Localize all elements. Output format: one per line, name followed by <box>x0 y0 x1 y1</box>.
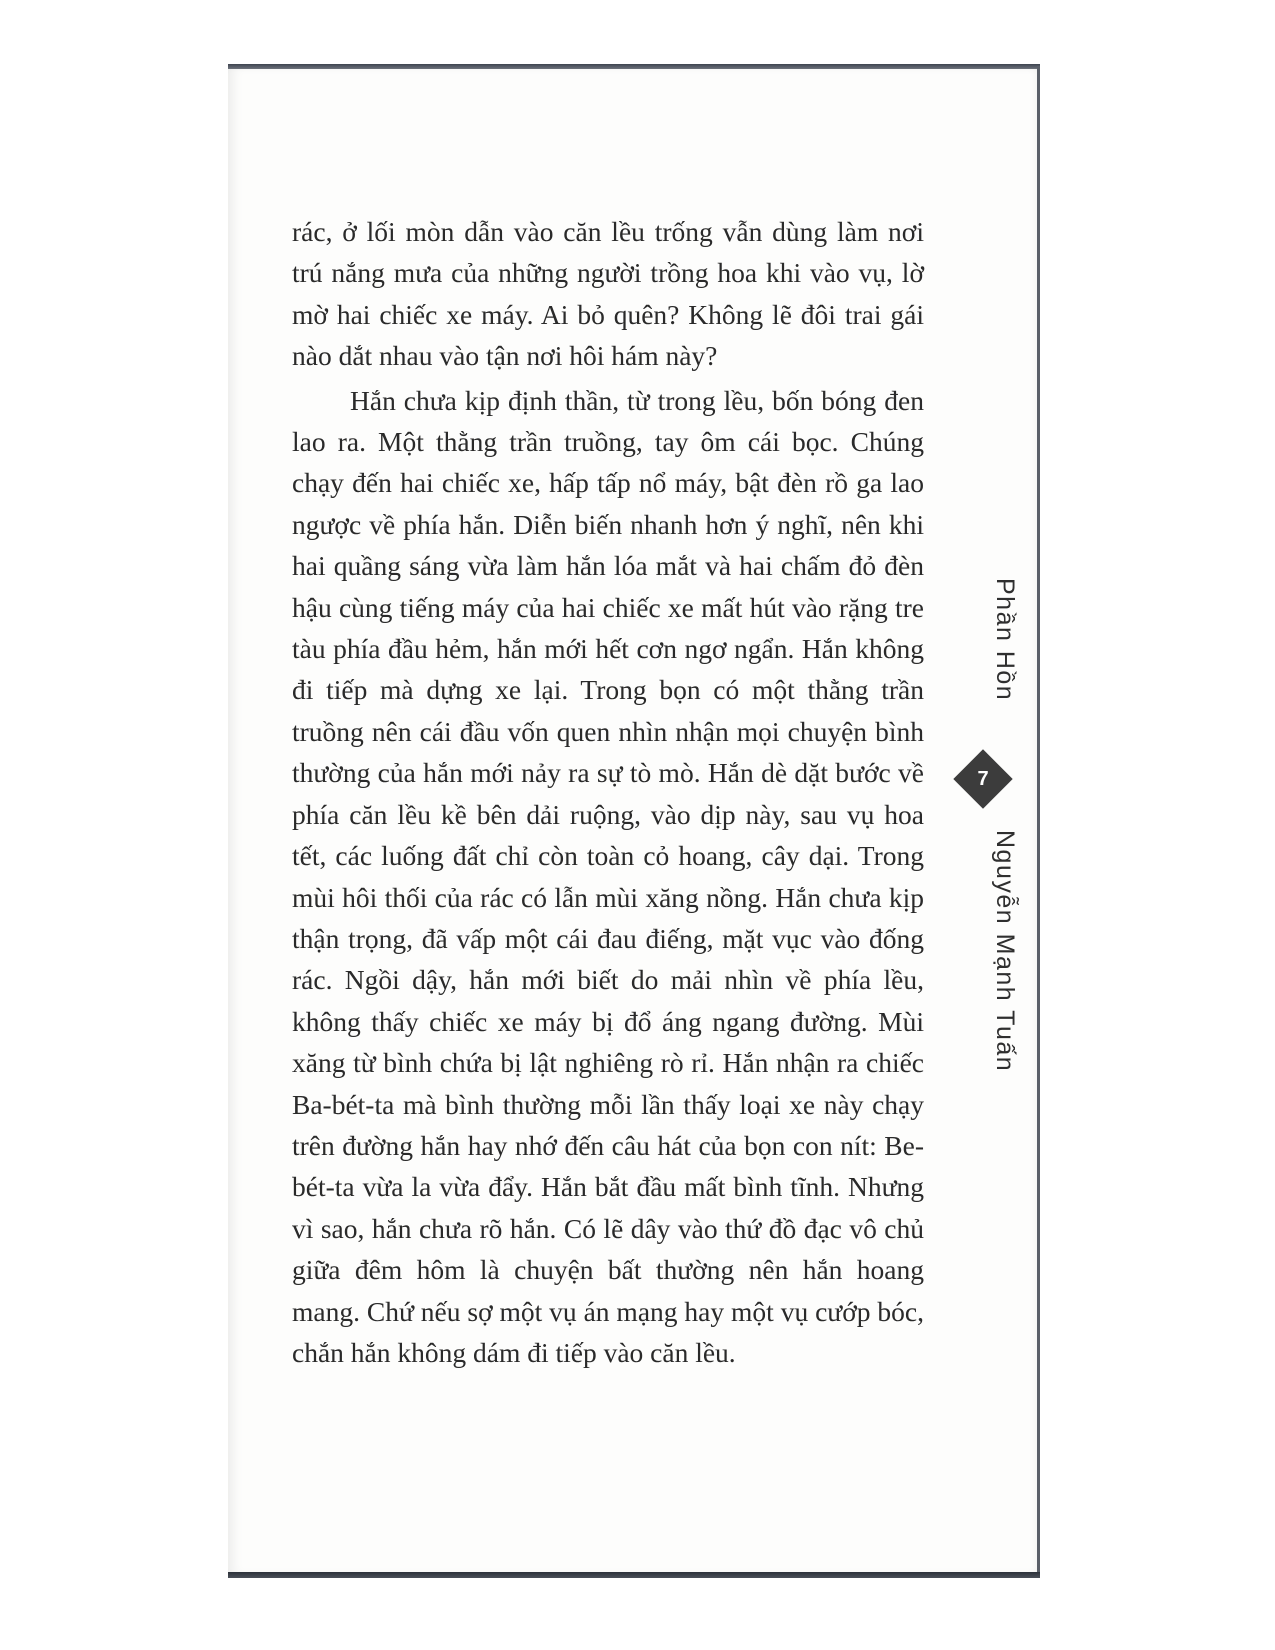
page-bottom-edge <box>228 1572 1040 1578</box>
page-top-edge <box>228 64 1040 69</box>
body-text <box>292 211 924 1373</box>
page-number: 7 <box>977 768 989 790</box>
author-name: Nguyễn Mạnh Tuấn <box>991 830 1019 1073</box>
page-right-edge <box>1037 66 1040 1576</box>
page-number-marker <box>954 750 1014 810</box>
paragraph: rác, ở lối mòn dẫn vào căn lều trống vẫn dùng làm nơi trú nắng mưa của những người trồng hoa khi vào vụ, lờ mờ hai chiếc xe máy. Ai bỏ quên? Không lẽ đôi trai gái nào dắt nhau vào tận nơi hôi hám này? <box>292 216 924 372</box>
paragraph: Hắn chưa kịp định thần, từ trong lều, bốn bóng đen lao ra. Một thằng trần truồng, tay ôm cái bọc. Chúng chạy đến hai chiếc xe, hấp tấp nổ máy, bật đèn rồ ga lao ngược về phía hắn. Diễn biến nhanh hơn ý nghĩ, nên khi hai quầng sáng vừa làm hắn lóa mắt và hai chấm đỏ đèn hậu cùng tiếng máy của hai chiếc xe mất hút vào rặng tre tàu phía đầu hẻm, hắn mới hết cơn ngơ ngẩn. Hắn không đi tiếp mà dựng xe lại. Trong bọn có một thằng trần truồng nên cái đầu vốn quen nhìn nhận mọi chuyện bình thường của hắn mới nảy ra sự tò mò. Hắn dè dặt bước về phía căn lều kề bên dải ruộng, vào dịp này, sau vụ hoa tết, các luống đất chỉ còn toàn cỏ hoang, cây dại. Trong mùi hôi thối của rác có lẫn mùi xăng nồng. Hắn chưa kịp thận trọng, đã vấp một cái đau điếng, mặt vục vào đống rác. Ngồi dậy, hắn mới biết do mải nhìn về phía lều, không thấy chiếc xe máy bị đổ áng ngang đường. Mùi xăng từ bình chứa bị lật nghiêng rò rỉ. Hắn nhận ra chiếc Ba-bét-ta mà bình thường mỗi lần thấy loại xe này chạy trên đường hắn hay nhớ đến câu hát của bọn con nít: Be-bét-ta vừa la vừa đẩy. Hắn bắt đầu mất bình tĩnh. Nhưng vì sao, hắn chưa rõ hắn. Có lẽ dây vào thứ đồ đạc vô chủ giữa đêm hôm là chuyện bất thường nên hắn hoang mang. Chứ nếu sợ một vụ án mạng hay một vụ cướp bóc, chắn hắn không dám đi tiếp vào căn lều. <box>292 384 924 1368</box>
running-title: Phần Hồn <box>991 578 1019 702</box>
